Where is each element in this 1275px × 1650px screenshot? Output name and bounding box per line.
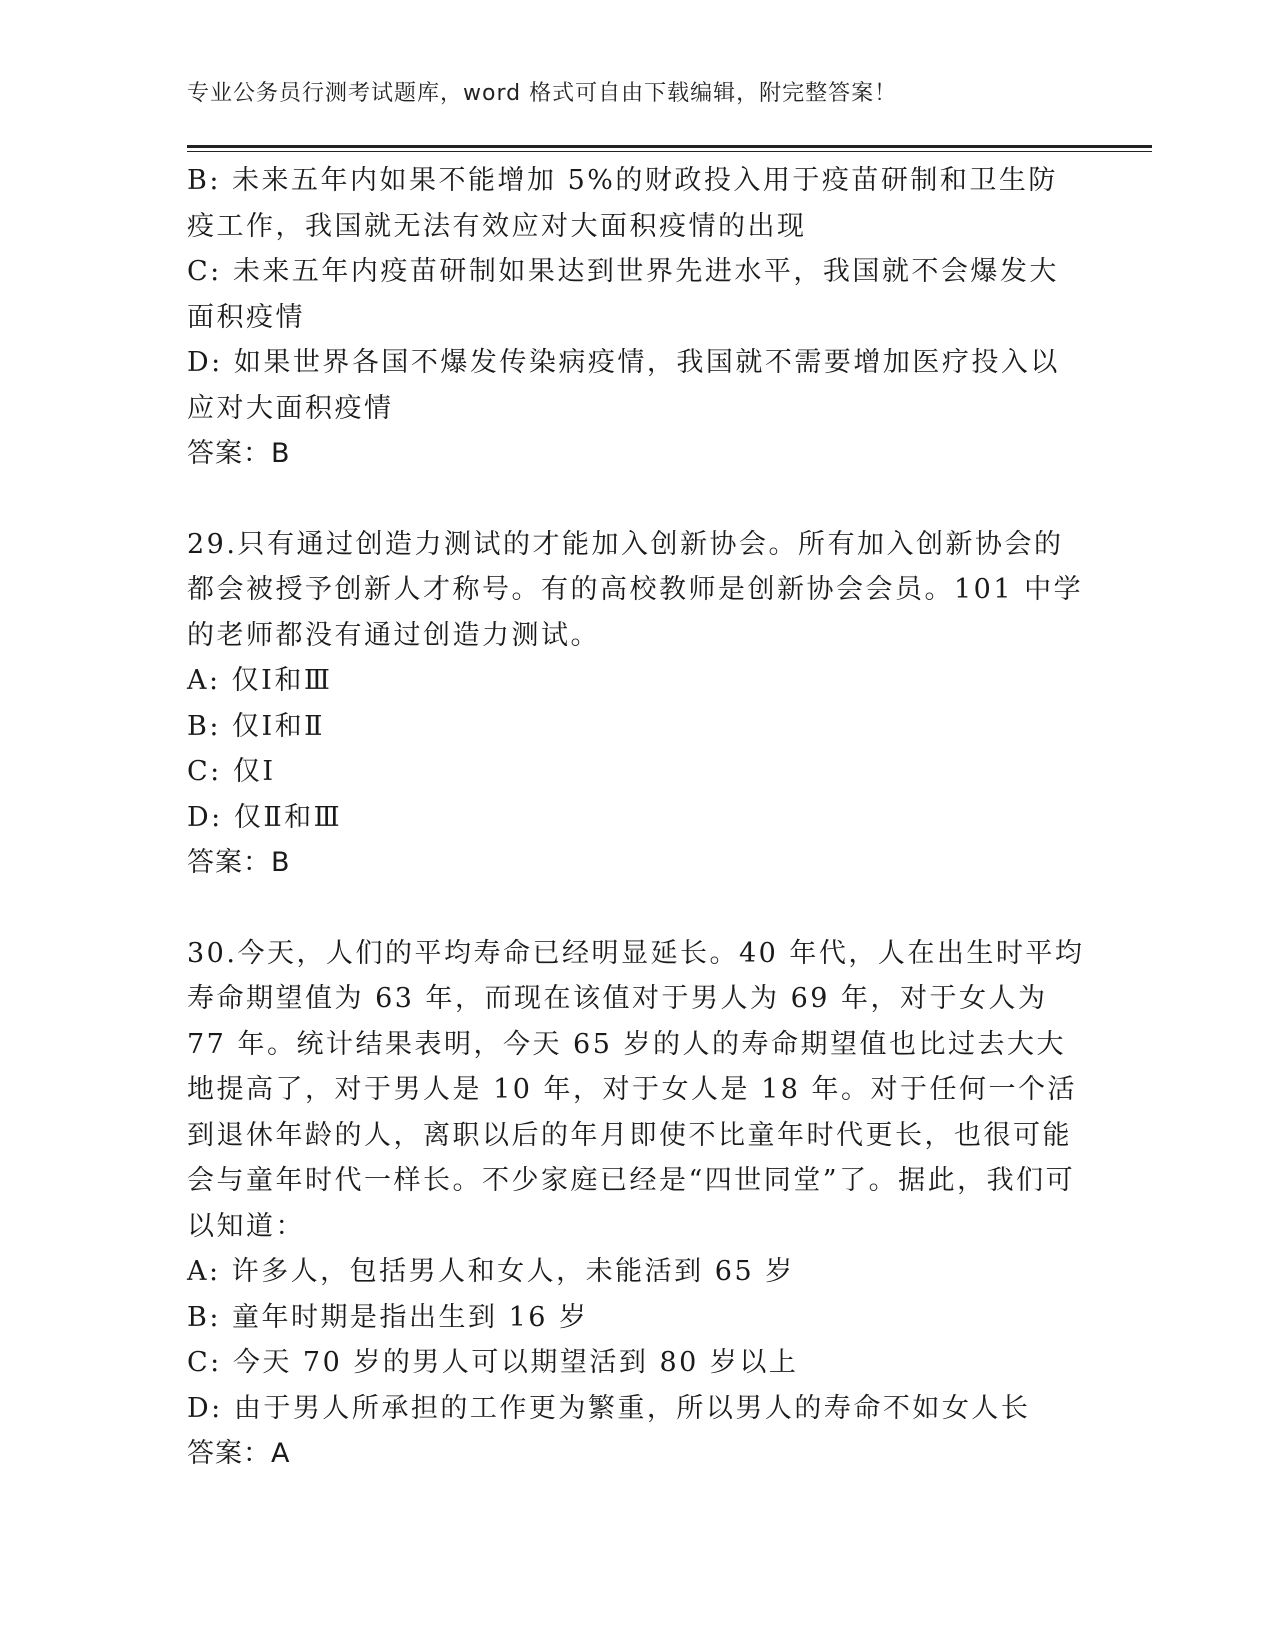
q28-option-b: B: 未来五年内如果不能增加 5%的财政投入用于疫苗研制和卫生防疫工作，我国就无法有效应对大面积疫情的出现 bbox=[187, 165, 1058, 242]
spacer bbox=[187, 886, 1087, 931]
q30-stem: 30.今天，人们的平均寿命已经明显延长。40 年代，人在出生时平均寿命期望值为 63 年，而现在该值对于男人为 69 年，对于女人为 77 年。统计结果表明，今天 65 岁的人的寿命期望值也比过去大大地提高了，对于男人是 10 年，对于女人是 18 年。对于任何一个活到退休年龄的人，离职以后的年月即使不比童年时代更长，也很可能会与童年时代一样长。不少家庭已经是“四世同堂”了。据此，我们可以知道： bbox=[187, 937, 1085, 1242]
q29-stem: 29.只有通过创造力测试的才能加入创新协会。所有加入创新协会的都会被授予创新人才称号。有的高校教师是创新协会会员。101 中学的老师都没有通过创造力测试。 bbox=[187, 528, 1084, 651]
q29-option-d: D: 仅Ⅱ和Ⅲ bbox=[187, 801, 343, 833]
q29-option-c: C: 仅Ⅰ bbox=[187, 756, 276, 787]
q30-option-a: A: 许多人，包括男人和女人，未能活到 65 岁 bbox=[187, 1256, 795, 1287]
q28-option-d: D: 如果世界各国不爆发传染病疫情，我国就不需要增加医疗投入以应对大面积疫情 bbox=[187, 347, 1060, 424]
q28-option-c: C: 未来五年内疫苗研制如果达到世界先进水平，我国就不会爆发大面积疫情 bbox=[187, 256, 1059, 333]
page-header: 专业公务员行测考试题库，word 格式可自由下载编辑，附完整答案！ bbox=[187, 81, 898, 106]
q28-answer: 答案：B bbox=[187, 438, 291, 469]
header-rule-thick bbox=[187, 145, 1152, 148]
q30-answer: 答案：A bbox=[187, 1438, 291, 1469]
header-rule-thin bbox=[187, 151, 1152, 152]
q30-option-b: B: 童年时期是指出生到 16 岁 bbox=[187, 1301, 589, 1333]
q29-option-a: A: 仅Ⅰ和Ⅲ bbox=[187, 665, 333, 696]
q30-option-d: D: 由于男人所承担的工作更为繁重，所以男人的寿命不如女人长 bbox=[187, 1392, 1031, 1424]
question-content bbox=[187, 158, 1087, 1477]
spacer bbox=[187, 477, 1087, 522]
q29-option-b: B: 仅Ⅰ和Ⅱ bbox=[187, 710, 326, 742]
q30-option-c: C: 今天 70 岁的男人可以期望活到 80 岁以上 bbox=[187, 1347, 799, 1378]
q29-answer: 答案：B bbox=[187, 847, 291, 878]
